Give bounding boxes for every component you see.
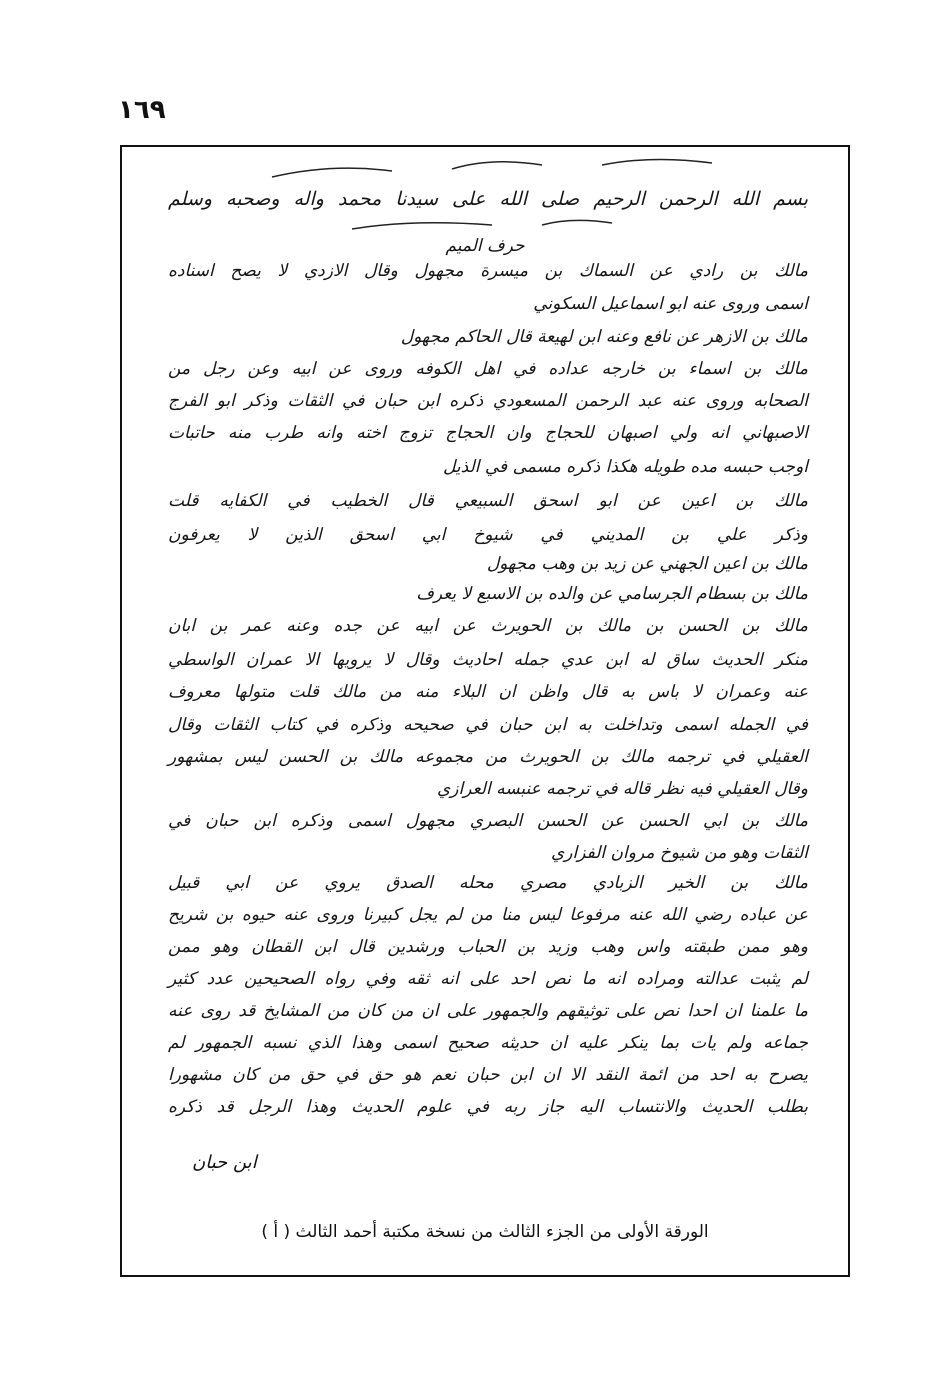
manuscript-frame xyxy=(120,145,850,1277)
manuscript-line: مالك بن بسطام الجرسامي عن والده بن الاسبع لا يعرف xyxy=(416,584,808,604)
manuscript-line: الثقات وهو من شيوخ مروان الفزاري xyxy=(551,843,808,863)
manuscript-line: مالك بن اعين الجهني عن زيد بن وهب مجهول xyxy=(486,554,808,574)
signature-note: ابن حبان xyxy=(192,1152,257,1173)
manuscript-line: مالك بن رادي عن السماك بن ميسرة مجهول وقال الازدي لا يصح اسناده xyxy=(168,261,808,281)
manuscript-line: منكر الحديث ساق له ابن عدي جمله احاديث وقال لا يرويها الا عمران الواسطي xyxy=(168,650,808,670)
manuscript-line: اوجب حبسه مده طويله هكذا ذكره مسمى في الذيل xyxy=(443,457,808,477)
manuscript-line: مالك بن اسماء بن خارجه عداده في اهل الكوفه وروى عن ابيه وعن رجل من xyxy=(168,359,808,379)
manuscript-line: اسمى وروى عنه ابو اسماعيل السكوني xyxy=(533,294,808,314)
manuscript-line: جماعه ولم يات بما ينكر عليه ان حديثه صحيح اسمى وهذا الذي نسبه الجمهور لم xyxy=(168,1033,808,1053)
manuscript-line: مالك بن اعين عن ابو اسحق السبيعي قال الخطيب في الكفايه قلت xyxy=(168,491,808,511)
manuscript-line: يصرح به احد من ائمة النقد الا ان ابن حبان نعم هو حق في حق من كان مشهورا xyxy=(168,1065,808,1085)
manuscript-line: مالك بن الازهر عن نافع وعنه ابن لهيعة قال الحاكم مجهول xyxy=(400,327,808,347)
caption: الورقة الأولى من الجزء الثالث من نسخة مكتبة أحمد الثالث ( أ ) xyxy=(261,1222,709,1242)
manuscript-line: مالك بن الخير الزبادي مصري محله الصدق يروي عن ابي قبيل xyxy=(168,873,808,893)
manuscript-line: الصحابه وروى عنه عبد الرحمن المسعودي ذكره ابن حبان في الثقات وذكر ابو الفرج xyxy=(168,391,808,411)
manuscript-line: وذكر علي بن المديني في شيوخ ابي اسحق الذين لا يعرفون xyxy=(168,525,808,545)
manuscript-line: لم يثبت عدالته ومراده انه ما نص احد على انه ثقه وفي رواه الصحيحين عدد كثير xyxy=(168,969,808,989)
manuscript-line: بطلب الحديث والانتساب اليه جاز ربه في علوم الحديث وهذا الرجل قد ذكره xyxy=(168,1097,808,1117)
manuscript-line: الاصبهاني انه ولي اصبهان للحجاج وان الحجاج تزوج اخته وانه طرب منه حاتبات xyxy=(168,423,808,443)
manuscript-line: في الجمله اسمى وتداخلت به ابن حبان في صحيحه وذكره في كتاب الثقات وقال xyxy=(168,715,808,735)
manuscript-line: بسم الله الرحمن الرحيم صلى الله على سيدنا محمد واله وصحبه وسلم xyxy=(168,188,808,210)
manuscript-line: مالك بن ابي الحسن عن الحسن البصري مجهول اسمى وذكره ابن حبان في xyxy=(168,811,808,831)
manuscript-text xyxy=(122,147,848,1147)
manuscript-line: حرف الميم xyxy=(445,236,525,256)
manuscript-line: العقيلي في ترجمه مالك بن الحويرث من مجموعه مالك بن الحسن ليس بمشهور xyxy=(168,747,808,767)
manuscript-line: وقال العقيلي فيه نظر قاله في ترجمه عنبسه العرازي xyxy=(436,779,808,799)
manuscript-line: عنه وعمران لا باس به قال واظن ان البلاء منه من مالك قلت متولها معروف xyxy=(168,682,808,702)
manuscript-line: عن عباده رضي الله عنه مرفوعا ليس منا من لم يجل كبيرنا وروى عنه حيوه بن شريح xyxy=(168,905,808,925)
page-number: ١٦٩ xyxy=(118,95,166,125)
manuscript-line: ما علمنا ان احدا نص على توثيقهم والجمهور على ان من كان من المشايخ قد روى عنه xyxy=(168,1001,808,1021)
manuscript-line: وهو ممن طبقته واس وهب وزيد بن الحباب ورشدين قال ابن القطان وهو ممن xyxy=(168,937,808,957)
manuscript-line: مالك بن الحسن بن مالك بن الحويرث عن ابيه عن جده وعنه عمر بن ابان xyxy=(168,616,808,636)
